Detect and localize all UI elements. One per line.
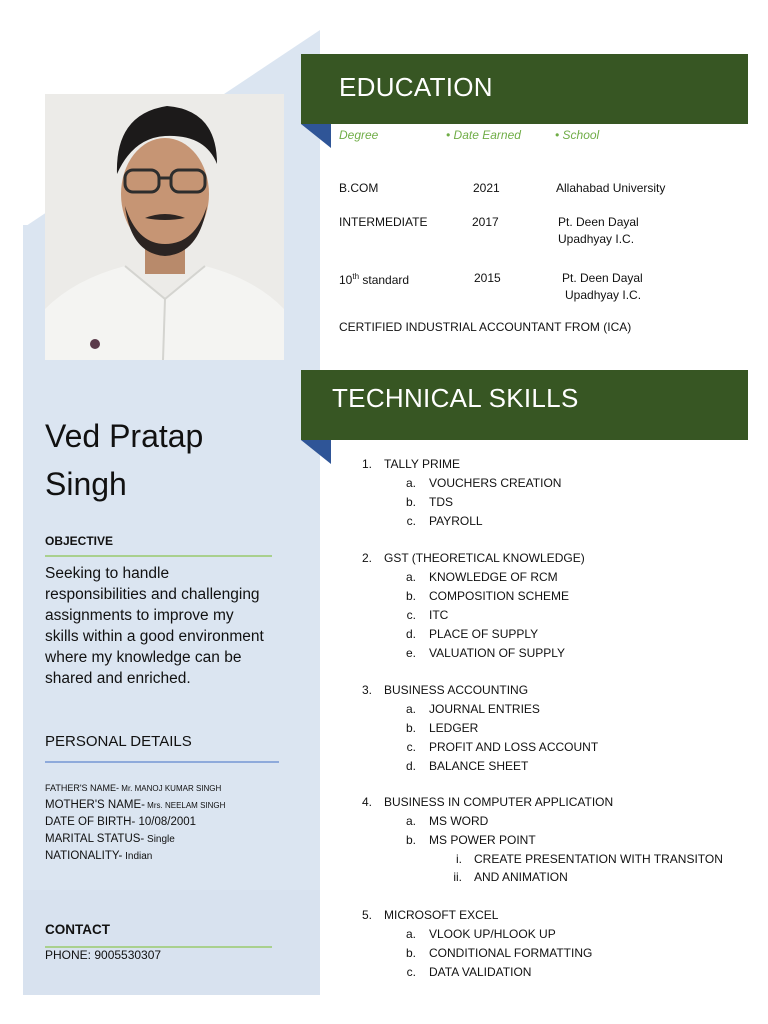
sub-label: MS WORD <box>429 814 489 828</box>
skill-item-4-label: BUSINESS IN COMPUTER APPLICATION <box>384 795 614 809</box>
father-name-value: Mr. MANOJ KUMAR SINGH <box>119 784 222 793</box>
sub-label: VOUCHERS CREATION <box>429 476 562 490</box>
edu-row-3-school-line-2: Upadhyay I.C. <box>565 288 642 302</box>
sub-marker: b. <box>405 495 416 509</box>
skill-item-3-number: 3. <box>361 683 372 697</box>
education-col-school: • School <box>555 128 600 142</box>
nationality-label: NATIONALITY- <box>45 850 123 862</box>
sub-label: PROFIT AND LOSS ACCOUNT <box>429 740 599 754</box>
skill-item-5-number: 5. <box>361 908 372 922</box>
sub-sub-marker: i. <box>456 852 462 866</box>
education-banner-fold <box>301 124 331 148</box>
profile-photo <box>45 94 284 360</box>
sub-marker: b. <box>405 946 416 960</box>
personal-details-list <box>45 780 225 865</box>
sub-label: DATA VALIDATION <box>429 965 532 979</box>
edu-row-3-degree-rest: standard <box>359 273 410 287</box>
sub-marker: a. <box>405 814 416 828</box>
sub-marker: b. <box>405 833 416 847</box>
contact-heading: CONTACT <box>45 922 110 937</box>
father-name-row <box>45 780 225 797</box>
edu-row-2-school-line-2: Upadhyay I.C. <box>558 232 635 246</box>
sub-marker: c. <box>406 608 416 622</box>
edu-row-2-school <box>558 214 639 248</box>
edu-row-3-year: 2015 <box>474 271 501 285</box>
contact-panel <box>23 890 320 995</box>
marital-status-value: Single <box>144 834 175 845</box>
sub-marker: e. <box>405 646 416 660</box>
edu-row-3-school <box>562 270 643 304</box>
sub-marker: d. <box>405 627 416 641</box>
sub-label: PLACE OF SUPPLY <box>429 627 539 641</box>
skill-item-5-label: MICROSOFT EXCEL <box>384 908 499 922</box>
marital-status-row <box>45 831 225 848</box>
nationality-row <box>45 848 225 865</box>
skill-item-3-label: BUSINESS ACCOUNTING <box>384 683 529 697</box>
skill-item-4-number: 4. <box>361 795 372 809</box>
sub-label: MS POWER POINT <box>429 833 536 847</box>
mother-name-row <box>45 797 225 814</box>
sub-label: ITC <box>429 608 449 622</box>
father-name-label: FATHER'S NAME- <box>45 783 120 793</box>
skill-item-1-label: TALLY PRIME <box>384 457 461 471</box>
sub-label: VLOOK UP/HLOOK UP <box>429 927 556 941</box>
edu-row-2-year: 2017 <box>472 215 499 229</box>
education-banner <box>301 54 748 124</box>
person-name <box>45 412 295 508</box>
objective-heading: OBJECTIVE <box>45 534 114 548</box>
edu-row-3-degree <box>339 268 409 289</box>
edu-row-3-degree-suffix: th <box>352 272 360 281</box>
mother-name-value: Mrs. NEELAM SINGH <box>144 801 226 810</box>
sub-label: VALUATION OF SUPPLY <box>429 646 566 660</box>
nationality-value: Indian <box>122 851 153 862</box>
technical-skills-title: TECHNICAL SKILLS <box>332 383 579 413</box>
objective-text: Seeking to handle responsibilities and challenging assignments to improve my skills within a good environment where my knowledge can be shared and enriched. <box>45 565 264 687</box>
sub-label: BALANCE SHEET <box>429 759 529 773</box>
edu-row-3-degree-number: 10 <box>339 273 353 287</box>
name-line-2: Singh <box>45 466 127 502</box>
sub-marker: a. <box>405 476 416 490</box>
skill-item-2-number: 2. <box>361 551 372 565</box>
skill-item-1-number: 1. <box>361 457 372 471</box>
sub-label: JOURNAL ENTRIES <box>429 702 540 716</box>
edu-row-3-school-line-1: Pt. Deen Dayal <box>562 271 643 285</box>
sub-label: COMPOSITION SCHEME <box>429 589 570 603</box>
sub-marker: c. <box>406 740 416 754</box>
technical-skills-banner <box>301 370 748 440</box>
technical-skills-banner-fold <box>301 440 331 464</box>
mother-name-label: MOTHER'S NAME- <box>45 799 145 811</box>
edu-row-1-degree: B.COM <box>339 181 379 195</box>
edu-row-1-year: 2021 <box>473 181 500 195</box>
sub-sub-label: CREATE PRESENTATION WITH TRANSITON <box>474 852 723 866</box>
edu-row-2-school-line-1: Pt. Deen Dayal <box>558 215 639 229</box>
education-title: EDUCATION <box>339 72 493 102</box>
edu-row-1-school: Allahabad University <box>556 181 666 195</box>
sub-marker: b. <box>405 589 416 603</box>
personal-details-heading: PERSONAL DETAILS <box>45 733 192 750</box>
sub-label: PAYROLL <box>429 514 483 528</box>
sub-marker: a. <box>405 927 416 941</box>
education-col-degree: Degree <box>339 128 379 142</box>
objective-divider <box>45 555 272 557</box>
sub-sub-marker: ii. <box>453 870 462 884</box>
sub-marker: b. <box>405 721 416 735</box>
phone-number: PHONE: 9005530307 <box>45 948 162 962</box>
dob-row: DATE OF BIRTH- 10/08/2001 <box>45 816 197 828</box>
sub-marker: c. <box>406 965 416 979</box>
skill-item-2-label: GST (THEORETICAL KNOWLEDGE) <box>384 551 585 565</box>
marital-status-label: MARITAL STATUS- <box>45 833 145 845</box>
sub-label: LEDGER <box>429 721 479 735</box>
certification-text: CERTIFIED INDUSTRIAL ACCOUNTANT FROM (ICA) <box>339 320 632 334</box>
sub-label: TDS <box>429 495 453 509</box>
personal-details-divider <box>45 761 279 763</box>
sub-label: KNOWLEDGE OF RCM <box>429 570 558 584</box>
sub-marker: d. <box>405 759 416 773</box>
sub-marker: c. <box>406 514 416 528</box>
edu-row-2-degree: INTERMEDIATE <box>339 215 428 229</box>
sub-sub-label: AND ANIMATION <box>474 870 568 884</box>
name-line-1: Ved Pratap <box>45 418 204 454</box>
sub-label: CONDITIONAL FORMATTING <box>429 946 593 960</box>
sub-marker: a. <box>405 702 416 716</box>
sub-marker: a. <box>405 570 416 584</box>
education-col-date: • Date Earned <box>446 128 521 142</box>
